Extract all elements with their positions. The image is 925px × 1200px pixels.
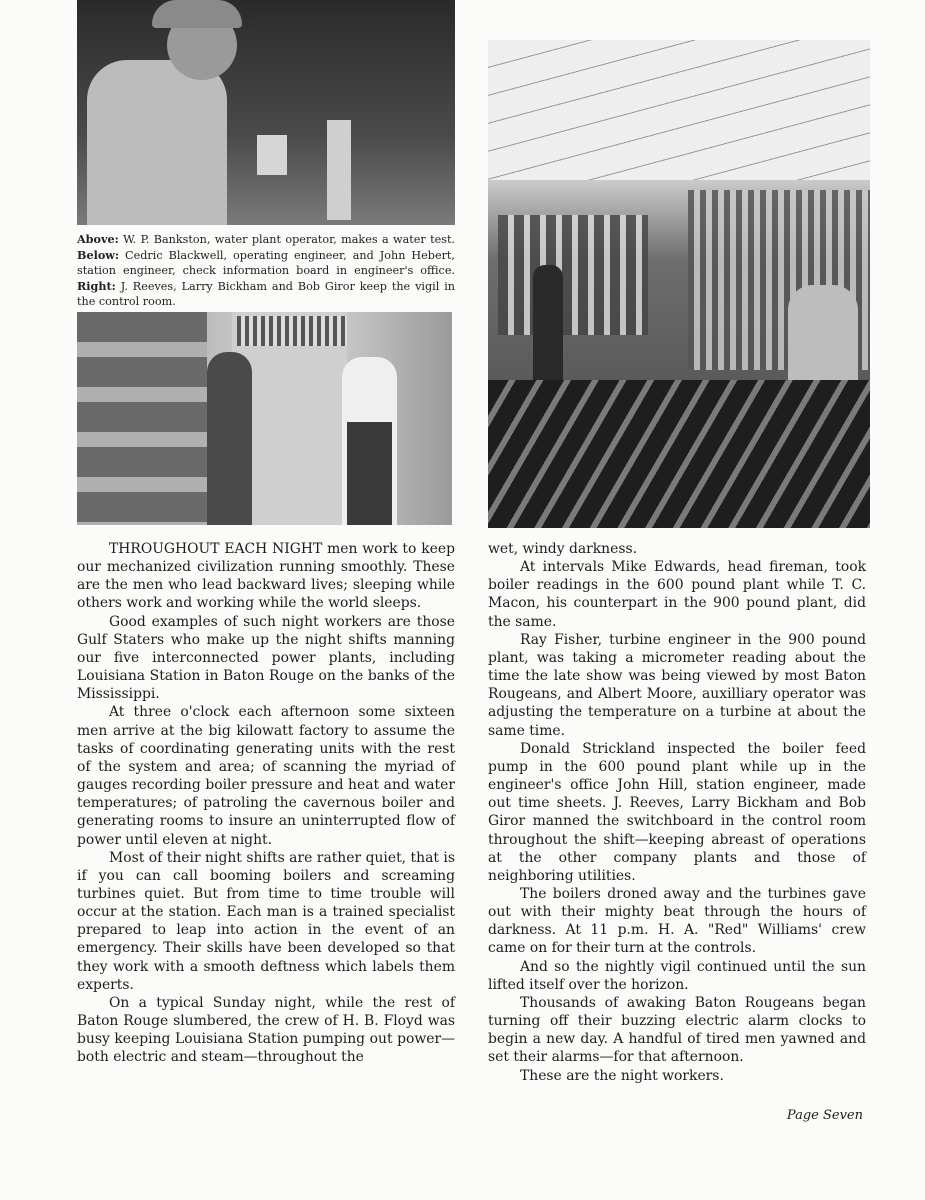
- article-paragraph: The boilers droned away and the turbines gave out with their mighty beat through the hours of darkness. At 11 p.m. H. A. "Red" Williams' crew came on for their turn at the controls.: [488, 885, 866, 957]
- photo-information-board: [77, 312, 452, 525]
- article-paragraph: And so the nightly vigil continued until the sun lifted itself over the horizon.: [488, 958, 866, 993]
- article-paragraph: On a typical Sunday night, while the rest of Baton Rouge slumbered, the crew of H. B. Floyd was busy keeping Louisiana Station pumping out power—both electric and steam—throughout the: [77, 994, 455, 1066]
- caption-text-above: W. P. Bankston, water plant operator, makes a water test.: [118, 233, 455, 246]
- article-paragraph: [77, 540, 455, 613]
- article-paragraph: Thousands of awaking Baton Rougeans began turning off their buzzing electric alarm clocks to begin a new day. A handful of tired men yawned and set their alarms—for that afternoon.: [488, 994, 866, 1066]
- article-paragraph: Good examples of such night workers are those Gulf Staters who make up the night shifts manning our five interconnected power plants, including Louisiana Station in Baton Rouge on the banks of the Mississippi.: [77, 613, 455, 703]
- article-paragraph: At intervals Mike Edwards, head fireman, took boiler readings in the 600 pound plant while T. C. Macon, his counterpart in the 900 pound plant, did the same.: [488, 559, 866, 630]
- article-lead-text: men work to keep our mechanized civilization running smoothly. These are the men who lead backward lives; sleeping while others work and working while the world sleeps.: [77, 541, 455, 612]
- caption-label-above: Above:: [77, 232, 119, 246]
- article-paragraph: At three o'clock each afternoon some sixteen men arrive at the big kilowatt factory to assume the tasks of coordinating generating units with the rest of the system and area; of scanning the myriad of gauges recording boiler pressure and heat and water temperatures; of patroling the cavernous boiler and generating rooms to insure an uninterrupted flow of power until eleven at night.: [77, 704, 455, 848]
- article-paragraph: These are the night workers.: [520, 1067, 724, 1084]
- article-column-right: [488, 540, 866, 1085]
- photo-water-test: [77, 0, 455, 225]
- article-paragraph: Most of their night shifts are rather quiet, that is if you can call booming boilers and screaming turbines quiet. But from time to time trouble will occur at the station. Each man is a trained specialist prepared to leap into action in the event of an emergency. Their skills have been developed so that they work with a smooth deftness which labels them experts.: [77, 849, 455, 993]
- caption-text-below: Cedric Blackwell, operating engineer, and John Hebert, station engineer, check information board in engineer's office.: [77, 248, 455, 278]
- photo-caption: [77, 232, 455, 310]
- caption-label-right: Right:: [77, 278, 116, 293]
- photo-control-room: [488, 40, 870, 528]
- article-continuation: wet, windy darkness.: [488, 541, 638, 557]
- article-lead-caps: THROUGHOUT EACH NIGHT: [109, 541, 323, 557]
- article-paragraph: Donald Strickland inspected the boiler feed pump in the 600 pound plant while up in the engineer's office John Hill, station engineer, made out time sheets. J. Reeves, Larry Bickham and Bob Giror manned the switchboard in the control room throughout the shift—keeping abreast of operations at the other company plants and those of neighboring utilities.: [488, 740, 866, 884]
- article-paragraph: Ray Fisher, turbine engineer in the 900 pound plant, was taking a micrometer reading about the time the late show was being viewed by most Baton Rougeans, and Albert Moore, auxilliary operator was adjusting the temperature on a turbine at about the same time.: [488, 631, 866, 739]
- article-column-left: [77, 540, 455, 1067]
- caption-label-below: Below:: [77, 247, 120, 262]
- page-number: Page Seven: [786, 1108, 863, 1123]
- caption-text-right: J. Reeves, Larry Bickham and Bob Giror keep the vigil in the control room.: [77, 279, 455, 309]
